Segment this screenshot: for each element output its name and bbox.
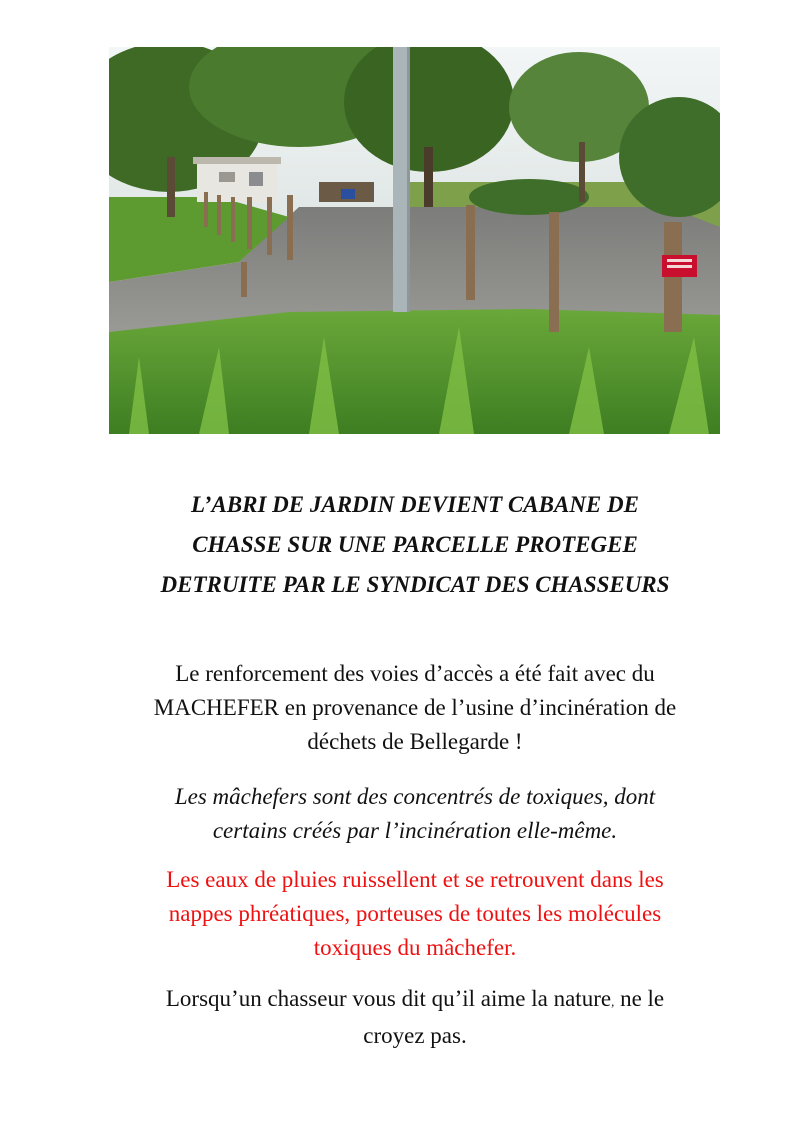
paragraph-conclusion	[60, 982, 770, 1053]
paragraph-machefer-origin	[60, 657, 770, 759]
cabin-window	[249, 172, 263, 186]
trunk	[424, 147, 433, 207]
text-fragment: ne le	[614, 986, 665, 1011]
hedge	[469, 179, 589, 215]
photo-hunting-cabin-path	[109, 47, 720, 434]
cabin-window	[219, 172, 235, 182]
utility-pole	[393, 47, 409, 312]
trunk	[579, 142, 585, 202]
trunk	[167, 157, 175, 217]
paragraph-toxic-concentrate	[60, 780, 770, 848]
text-line: Les mâchefers sont des concentrés de toxiques, dont	[174, 784, 656, 809]
text-fragment: Lorsqu’un chasseur vous dit qu’il aime la nature	[165, 986, 612, 1011]
headline-line: L’ABRI DE JARDIN DEVIENT CABANE DE	[191, 492, 639, 517]
text-line: croyez pas.	[363, 1023, 467, 1048]
paragraph-groundwater-warning	[60, 863, 770, 965]
headline	[60, 485, 770, 605]
text-line: MACHEFER en provenance de l’usine d’incinération de	[153, 695, 677, 720]
comma: ,	[611, 994, 615, 1009]
text-line: certains créés par l’incinération elle-même.	[212, 818, 618, 843]
text-line: toxiques du mâchefer.	[313, 935, 517, 960]
foreground-grass	[109, 309, 720, 434]
landscape-photo	[109, 47, 720, 434]
headline-line: CHASSE SUR UNE PARCELLE PROTEGEE	[192, 532, 638, 557]
cabin	[197, 162, 277, 202]
text-line: Les eaux de pluies ruissellent et se retrouvent dans les	[166, 867, 664, 892]
blue-barrel	[341, 189, 355, 199]
text-line: déchets de Bellegarde !	[307, 729, 523, 754]
text-line	[60, 982, 770, 1019]
text-line: Le renforcement des voies d’accès a été fait avec du	[175, 661, 655, 686]
text-line: nappes phréatiques, porteuses de toutes les molécules	[168, 901, 662, 926]
headline-line: DETRUITE PAR LE SYNDICAT DES CHASSEURS	[160, 572, 670, 597]
cabin-roof	[193, 157, 281, 164]
